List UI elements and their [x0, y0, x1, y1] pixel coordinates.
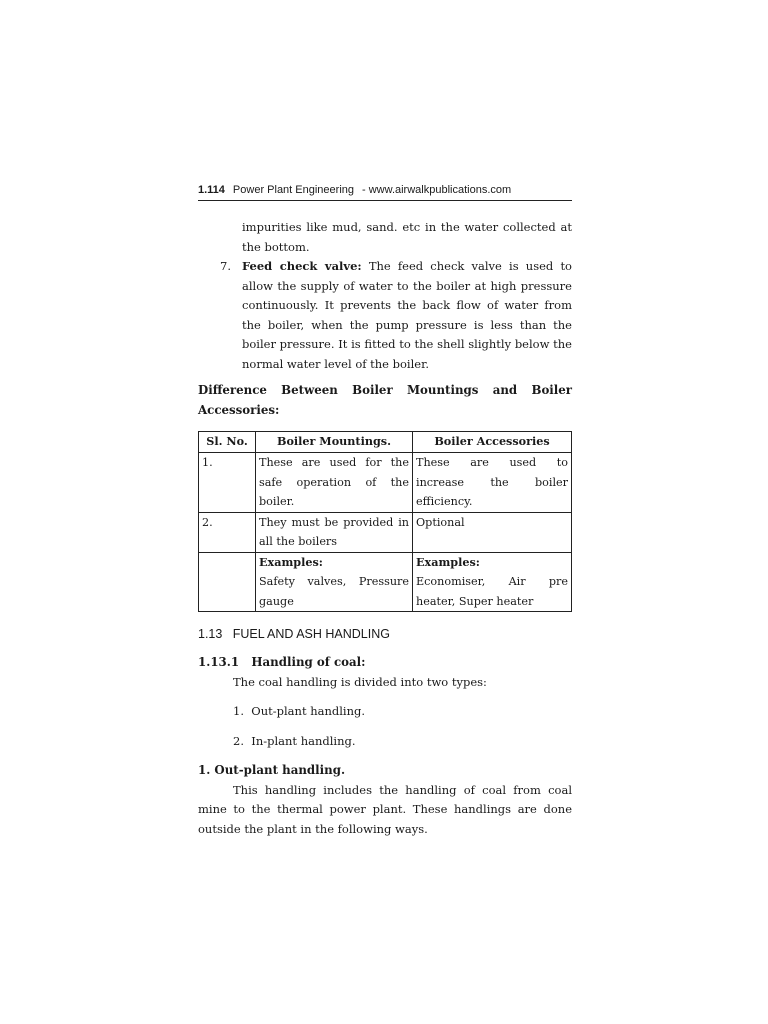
cell-mountings: These are used for the safe operation of the boiler. — [256, 453, 413, 513]
page-number: 1.114 — [198, 184, 225, 196]
cell-sl-empty — [199, 552, 256, 612]
examples-text: Economiser, Air pre heater, Super heater — [416, 575, 568, 608]
cell-mountings: They must be provided in all the boilers — [256, 512, 413, 552]
list-number: 2. — [233, 733, 244, 748]
list-label: Out-plant handling. — [251, 704, 366, 718]
table-row-examples — [199, 552, 572, 612]
cell-sl: 1. — [199, 453, 256, 513]
cell-sl: 2. — [199, 512, 256, 552]
book-title: Power Plant Engineering — [232, 184, 354, 196]
header-sl-no: Sl. No. — [199, 432, 256, 453]
examples-label: Examples: — [416, 554, 480, 569]
section-title: FUEL AND ASH HANDLING — [232, 627, 390, 641]
list-item-feed-check-valve — [220, 257, 572, 374]
examples-label: Examples: — [259, 554, 323, 569]
section-heading — [198, 624, 572, 644]
cell-mountings-examples — [256, 552, 413, 612]
outplant-text: This handling includes the handling of coal from coal mine to the thermal power plant. These handlings are done outside the plant in the following ways. — [198, 782, 572, 836]
item-term: Feed check valve: — [242, 259, 362, 273]
header-mountings: Boiler Mountings. — [256, 432, 413, 453]
continuation-text: impurities like mud, sand. etc in the water collected at the bottom. — [242, 220, 572, 254]
subsection-title: Handling of coal: — [251, 655, 366, 669]
table-header-row — [199, 432, 572, 453]
item-number: 7. — [220, 259, 231, 273]
list-item — [233, 732, 572, 752]
page — [198, 184, 572, 839]
list-number: 1. — [233, 704, 244, 718]
difference-heading: Difference Between Boiler Mountings and Boiler Accessories: — [198, 383, 572, 417]
cell-accessories: These are used to increase the boiler efficiency. — [413, 453, 572, 513]
running-header — [198, 184, 572, 201]
table-row — [199, 512, 572, 552]
cell-accessories-examples — [413, 552, 572, 612]
cell-accessories: Optional — [413, 512, 572, 552]
item-text: The feed check valve is used to allow the supply of water to the boiler at high pressure continuously. It prevents the back flow of water from the boiler, when the pump pressure is less than the boiler pressure. It is fitted to the shell slightly below the normal water level of the boiler. — [242, 259, 572, 371]
website: - www.airwalkpublications.com — [362, 184, 512, 196]
outplant-heading: 1. Out-plant handling. — [198, 763, 346, 777]
table-row — [199, 453, 572, 513]
list-item — [233, 702, 572, 722]
comparison-table — [198, 431, 572, 612]
section-number: 1.13 — [198, 627, 223, 641]
subsection-number: 1.13.1 — [198, 655, 240, 669]
list-label: In-plant handling. — [251, 733, 356, 748]
examples-text: Safety valves, Pressure gauge — [259, 575, 409, 608]
header-accessories: Boiler Accessories — [413, 432, 572, 453]
intro-text: The coal handling is divided into two types: — [233, 674, 487, 689]
subsection-heading — [198, 653, 572, 673]
